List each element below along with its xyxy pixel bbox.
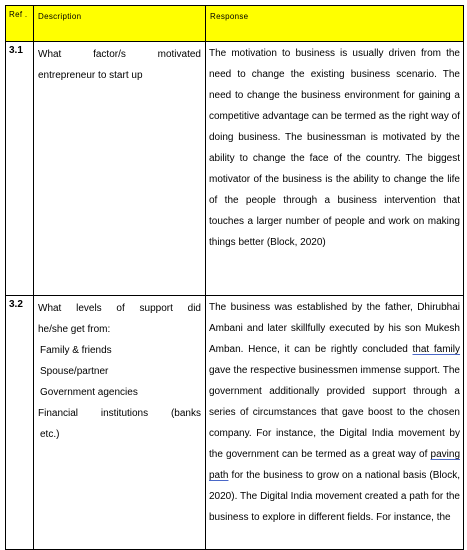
header-description: Description (34, 6, 206, 42)
header-ref: Ref . (6, 6, 34, 42)
description-line: entrepreneur to start up (38, 70, 143, 81)
table-row (6, 42, 464, 296)
support-option: Financial institutions (banks (38, 408, 201, 419)
row-ref: 3.2 (6, 296, 34, 550)
description-line: What factor/s motivated (38, 49, 201, 60)
support-option: Family & friends (40, 345, 112, 356)
support-option: Spouse/partner (40, 366, 109, 377)
table-row (6, 296, 464, 550)
support-option: Government agencies (40, 387, 138, 398)
spell-flagged-text: paving path (209, 449, 460, 481)
row-response: The business was established by the father, Dhirubhai Ambani and later skillfully executed by his son Mukesh Amban. Hence, it can be rightly concluded that family gave the respective businessmen immense support. The government additionally provided support through a series of circumstances that gave boost to the chosen company. For instance, the Digital India movement by the government can be termed as a great way of paving path for the business to grow on a national basis (Block, 2020). The Digital India movement created a path for the business to explore in different fields. For instance, the (206, 296, 464, 550)
row-description (34, 42, 206, 296)
spell-flagged-text: that family (412, 344, 461, 355)
support-option: etc.) (40, 429, 60, 440)
header-response: Response (206, 6, 464, 42)
description-line: he/she get from: (38, 324, 111, 335)
row-response: The motivation to business is usually driven from the need to change the existing business scenario. The need to change the business environment for gaining a competitive advantage can be termed as the right way of doing business. The businessman is motivated by the ability to change the face of the country. The biggest motivator of the business is the ability to change the life of the people through a business intervention that touches a larger number of people and work on making things better (Block, 2020) (206, 42, 464, 296)
row-ref: 3.1 (6, 42, 34, 296)
header-row (6, 6, 464, 42)
qa-table (5, 5, 464, 550)
row-description (34, 296, 206, 550)
description-line: What levels of support did (38, 303, 201, 314)
